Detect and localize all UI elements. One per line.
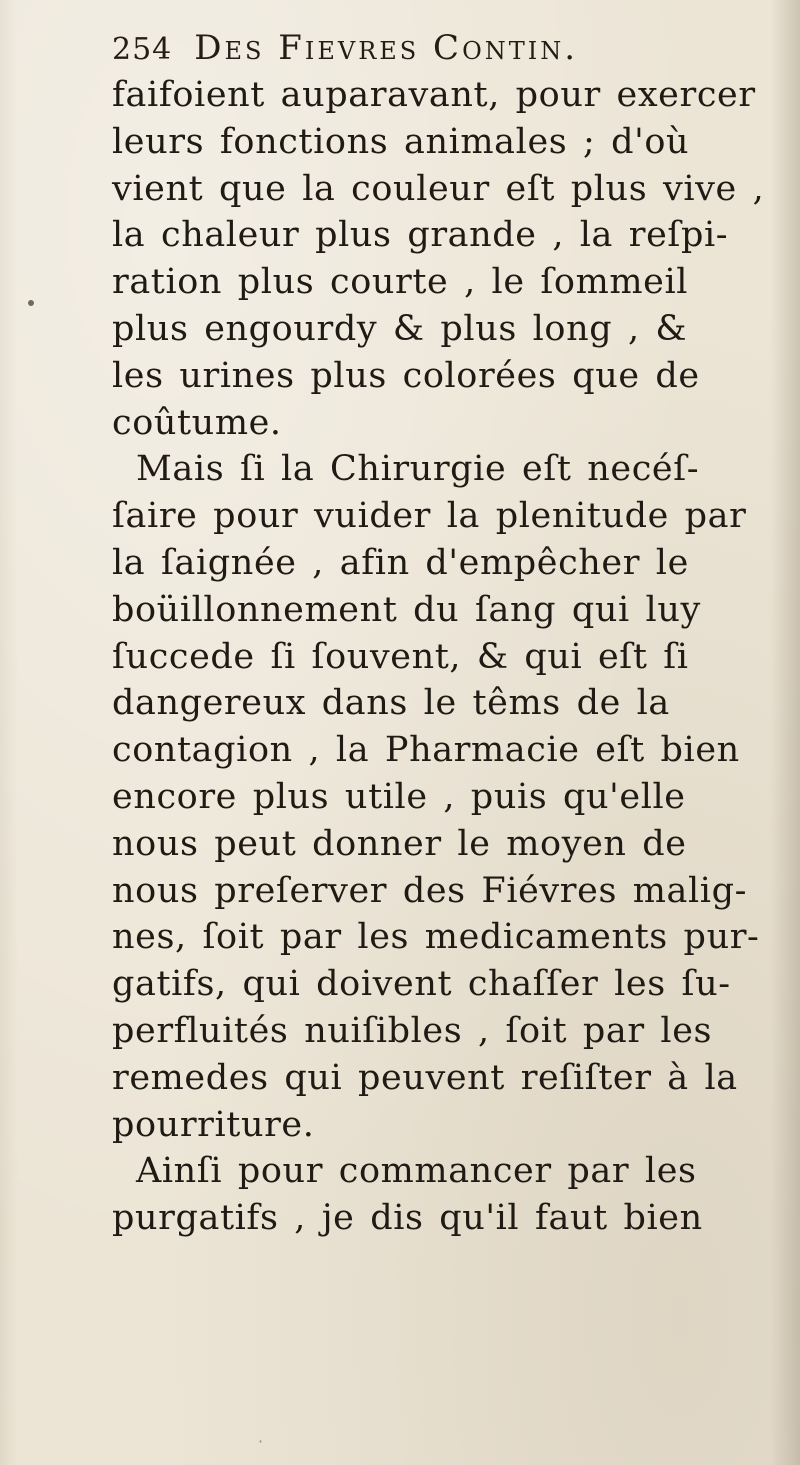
running-head: [112, 28, 772, 78]
text-line: encore plus utile , puis qu'elle: [112, 776, 686, 817]
text-line: remedes qui peuvent reſiſter à la: [112, 1057, 738, 1098]
text-line: les urines plus colorées que de: [112, 355, 700, 396]
body-text: [112, 72, 788, 1242]
text-line: leurs fonctions animales ; d'où: [112, 121, 690, 162]
running-title: Des Fievres Contin.: [194, 28, 579, 68]
text-line: ſaire pour vuider la plenitude par: [112, 496, 747, 537]
text-line: Mais ſi la Chirurgie eſt necéſ-: [136, 449, 700, 490]
text-line: vient que la couleur eſt plus vive ,: [112, 168, 765, 209]
text-line: plus engourdy & plus long , &: [112, 308, 688, 349]
text-line: boüillonnement du ſang qui luy: [112, 589, 701, 630]
margin-dot-mark: [28, 300, 34, 306]
text-line: dangereux dans le têms de la: [112, 683, 670, 724]
text-line: faifoient auparavant, pour exercer: [112, 75, 756, 115]
text-line: ſuccede ſi ſouvent, & qui eſt ſi: [112, 636, 689, 677]
text-line: ration plus courte , le ſommeil: [112, 262, 689, 303]
ink-speck: ·: [258, 1432, 264, 1451]
text-line: nous preſerver des Fiévres malig-: [112, 870, 748, 911]
page-number: 254: [112, 32, 173, 67]
text-line: contagion , la Pharmacie eſt bien: [112, 730, 740, 771]
text-line: la ſaignée , afin d'empêcher le: [112, 542, 689, 583]
text-line: pourriture.: [112, 1104, 315, 1145]
text-line: la chaleur plus grande , la reſpi-: [112, 215, 729, 256]
text-line: nous peut donner le moyen de: [112, 823, 687, 864]
text-line: purgatifs , je dis qu'il faut bien: [112, 1198, 703, 1239]
text-line: nes, ſoit par les medicaments pur-: [112, 917, 760, 958]
text-line: coûtume.: [112, 402, 282, 443]
text-line: perfluités nuiſibles , ſoit par les: [112, 1010, 713, 1051]
text-line: Ainſi pour commancer par les: [136, 1151, 697, 1192]
text-line: gatifs, qui doivent chaſſer les ſu-: [112, 964, 731, 1005]
